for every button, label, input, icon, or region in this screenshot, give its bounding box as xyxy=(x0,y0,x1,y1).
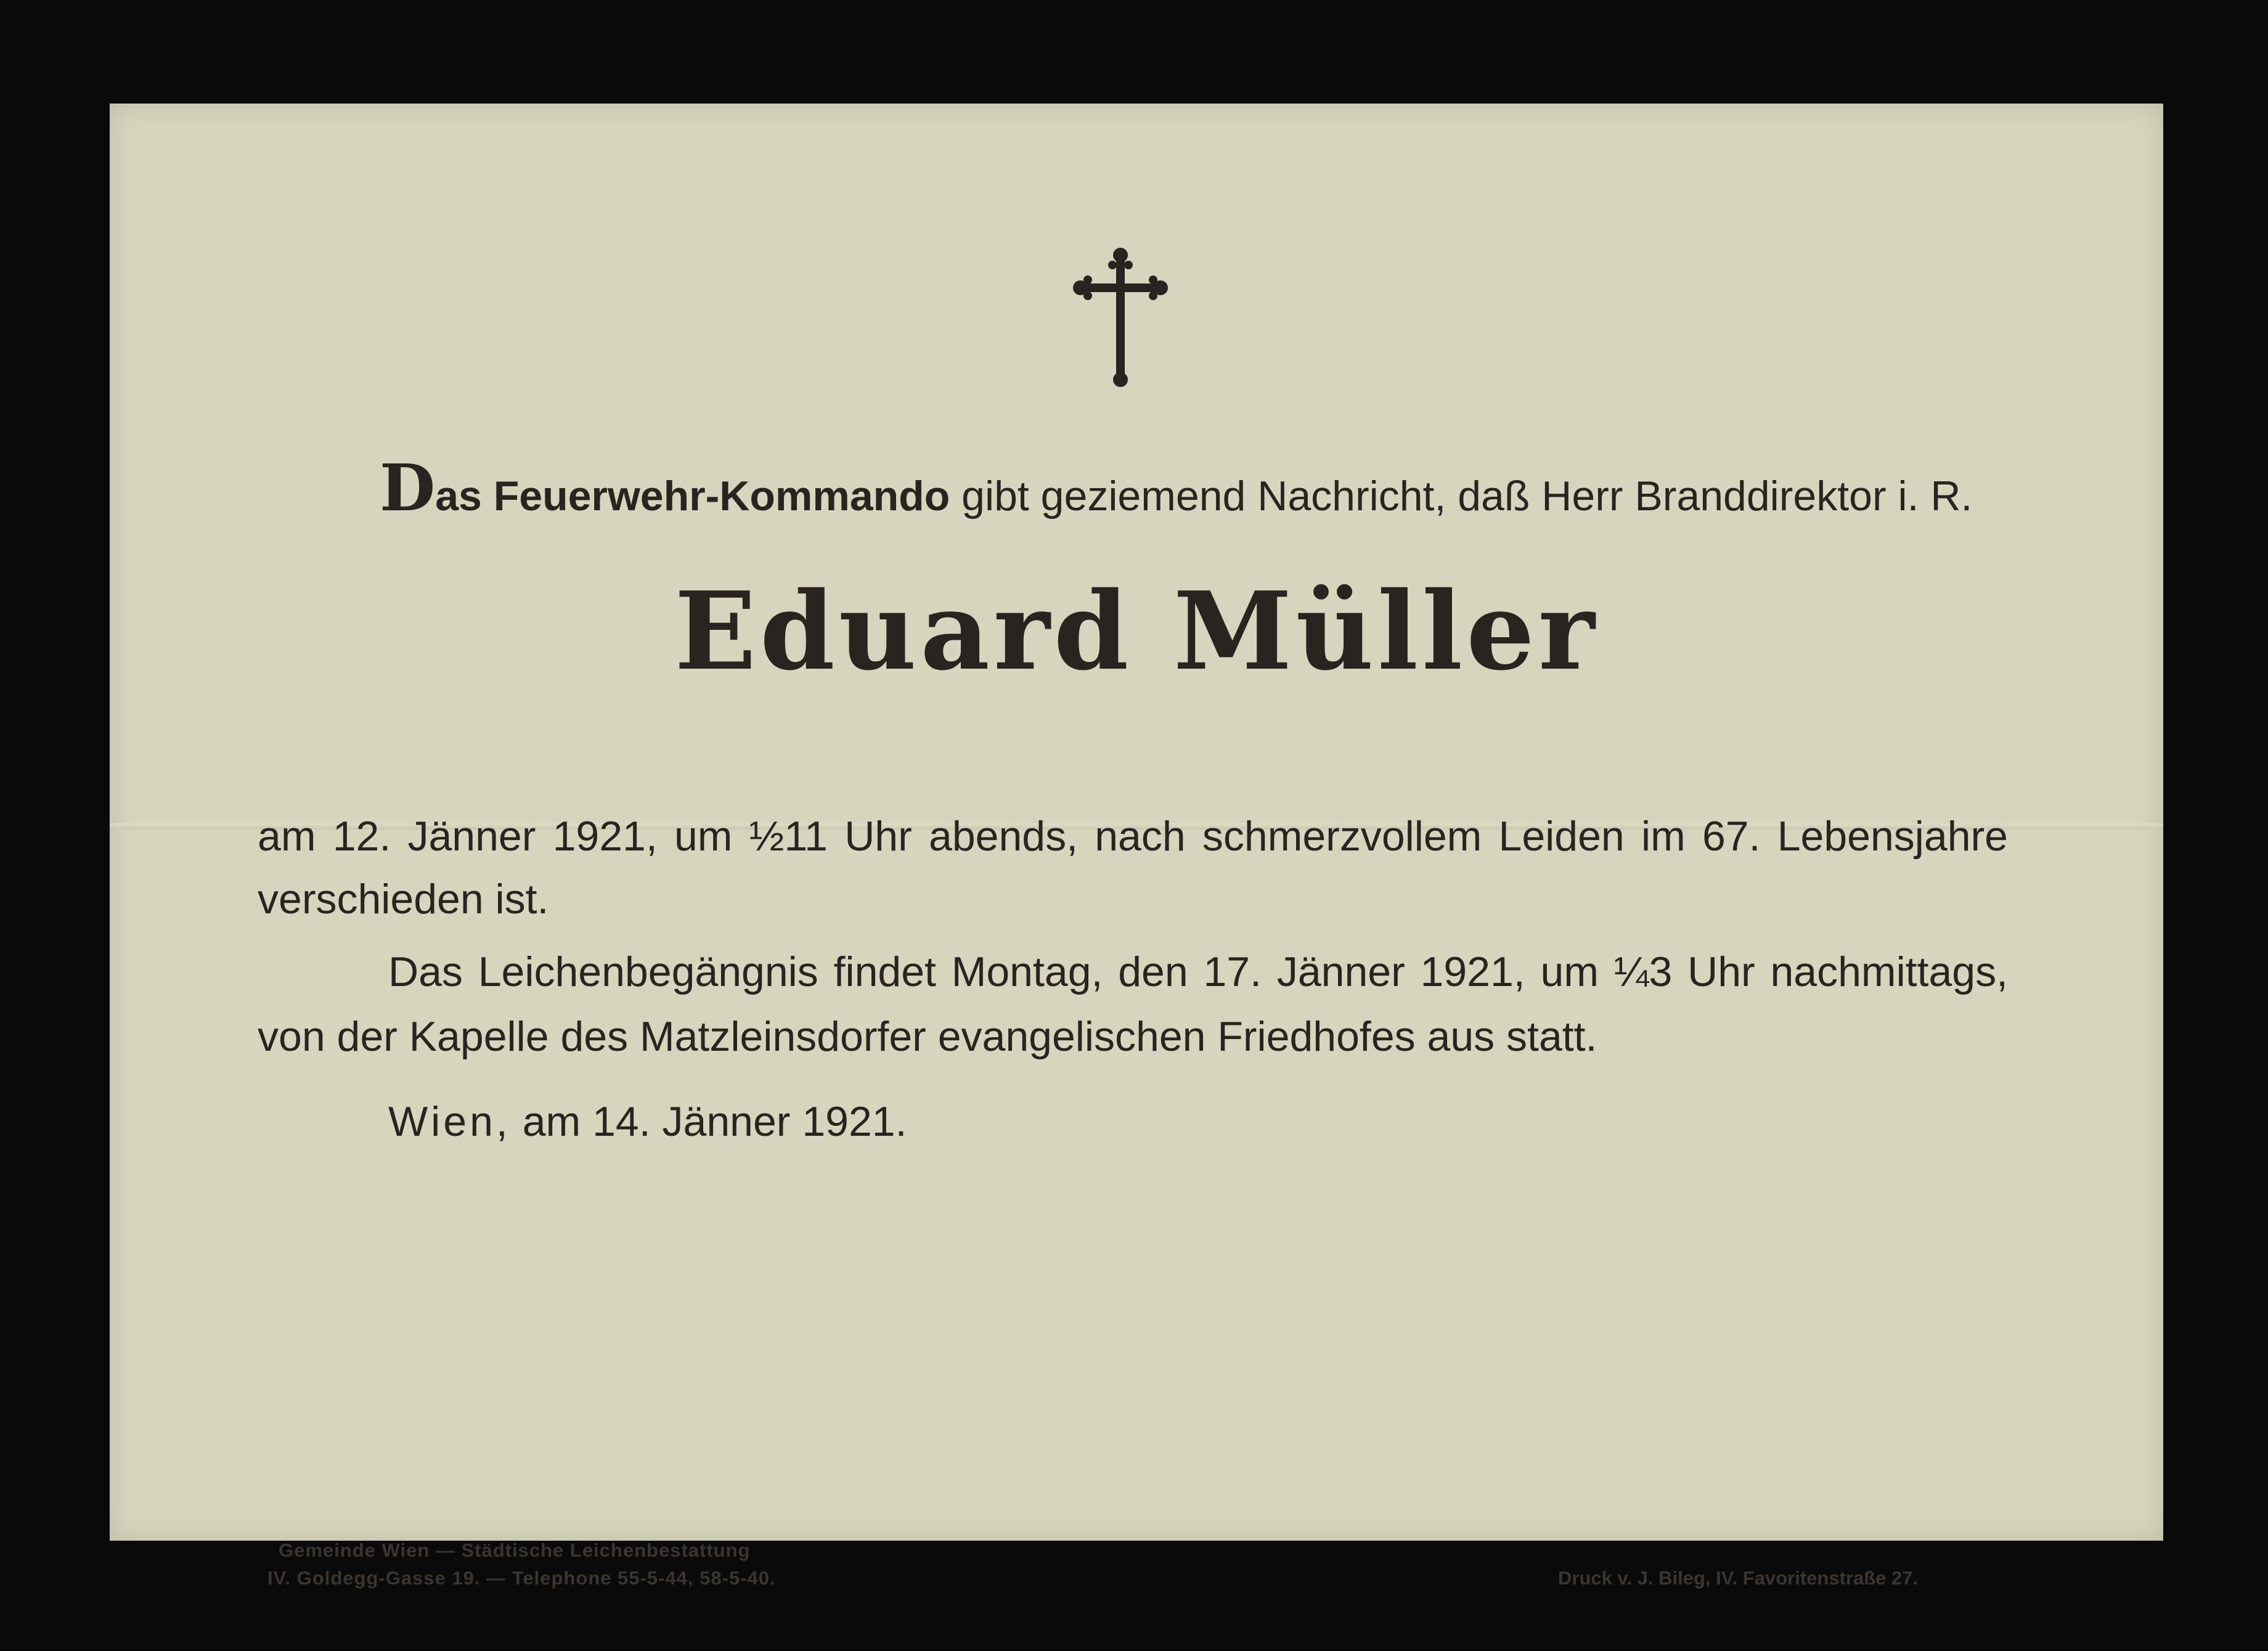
footer-left-line-1: Gemeinde Wien — Städtische Leichenbestattung xyxy=(279,1539,751,1561)
body-line-2: verschieden ist. xyxy=(258,876,549,923)
intro-line xyxy=(380,450,1972,526)
intro-initial: D xyxy=(380,450,436,526)
body-line-4: von der Kapelle des Matzleinsdorfer evangelischen Friedhofes aus statt. xyxy=(258,1013,1597,1060)
body-line-1: am 12. Jänner 1921, um ½11 Uhr abends, nach schmerzvollem Leiden im 67. Lebensjahre xyxy=(258,813,2008,860)
deceased-name: Eduard Müller xyxy=(674,569,1599,695)
intro-organization: as Feuerwehr-Kommando xyxy=(435,473,950,520)
death-notice-card xyxy=(110,104,2163,1589)
date-place: Wien, xyxy=(388,1098,511,1145)
body-line-3: Das Leichenbegängnis findet Montag, den 17. Jänner 1921, um ¼3 Uhr nachmittags, xyxy=(388,948,2008,995)
footer-printer: Druck v. J. Bileg, IV. Favoritenstraße 27. xyxy=(1558,1567,1919,1589)
date-rest: am 14. Jänner 1921. xyxy=(522,1098,907,1145)
intro-rest: gibt geziemend Nachricht, daß Herr Branddirektor i. R. xyxy=(961,473,1973,520)
cross-icon xyxy=(1074,247,1167,388)
footer-left-line-2: IV. Goldegg-Gasse 19. — Telephone 55-5-44, 58-5-40. xyxy=(267,1567,776,1589)
date-line xyxy=(388,1098,907,1146)
